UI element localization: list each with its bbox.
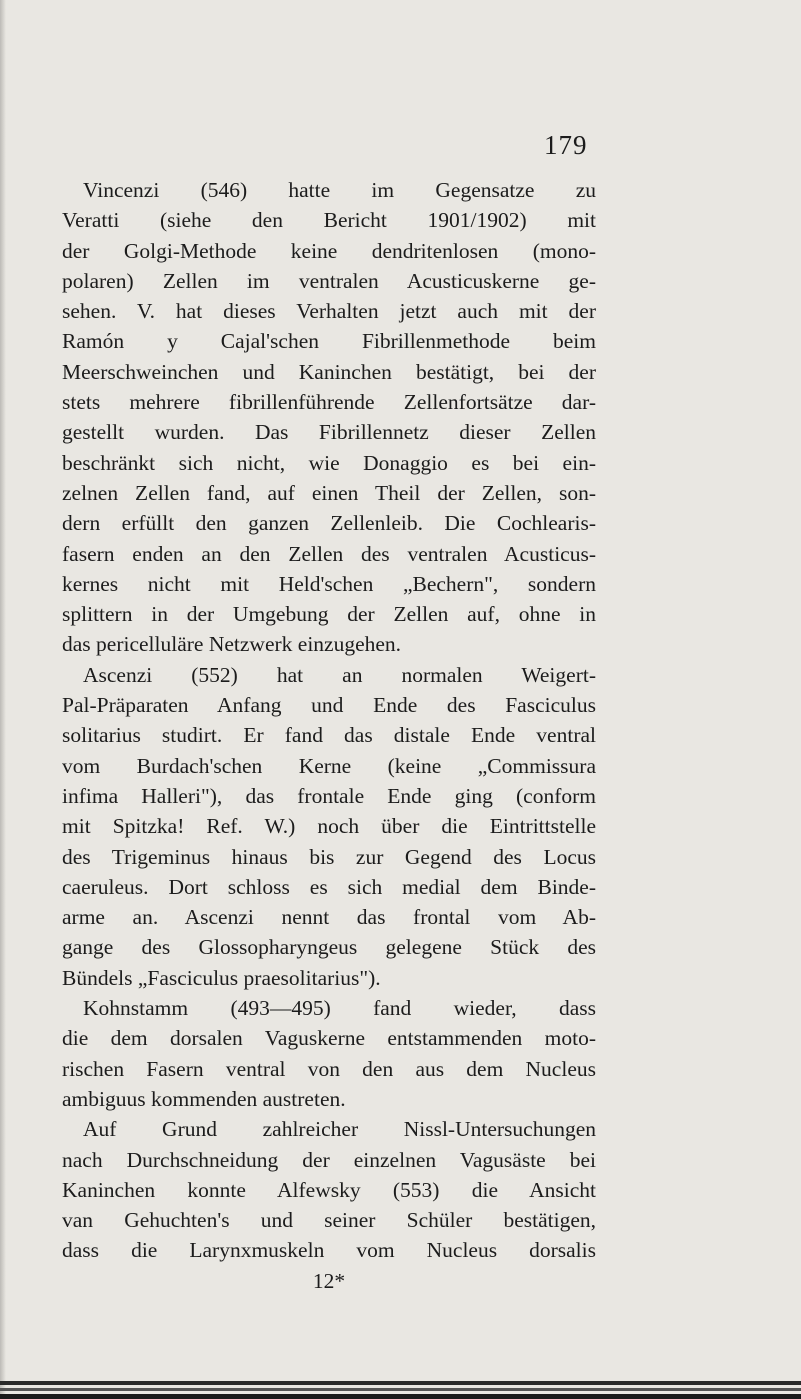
text-line: Ascenzi (552) hat an normalen Weigert- — [83, 662, 596, 687]
page-bottom-edge — [0, 1394, 801, 1399]
text-line: kernes nicht mit Held'schen „Bechern", sondern — [62, 571, 596, 596]
text-line: gange des Glossopharyngeus gelegene Stück des — [62, 935, 596, 960]
page-bottom-edge — [0, 1388, 801, 1391]
page-bottom-edge — [0, 1381, 801, 1385]
text-line: beschränkt sich nicht, wie Donaggio es bei ein- — [62, 450, 596, 475]
text-line: zelnen Zellen fand, auf einen Theil der Zellen, son- — [62, 480, 596, 505]
text-line: Kohnstamm (493—495) fand wieder, dass — [83, 996, 596, 1021]
text-line: infima Halleri"), das frontale Ende ging (conform — [62, 783, 596, 808]
signature-mark: 12* — [312, 1268, 346, 1293]
text-line: solitarius studirt. Er fand das distale Ende ventral — [62, 723, 596, 748]
text-line: mit Spitzka! Ref. W.) noch über die Eintrittstelle — [62, 814, 596, 839]
text-line: Vincenzi (546) hatte im Gegensatze zu — [83, 178, 596, 202]
text-line: splittern in der Umgebung der Zellen auf, ohne in — [62, 602, 596, 627]
text-line: arme an. Ascenzi nennt das frontal vom Ab- — [62, 905, 596, 930]
page-edge-shadow — [0, 0, 6, 1399]
text-line: ambiguus kommenden austreten. — [62, 1086, 346, 1111]
text-line: das pericelluläre Netzwerk einzugehen. — [62, 632, 402, 657]
text-line: rischen Fasern ventral von den aus dem Nucleus — [62, 1056, 596, 1081]
text-line: stets mehrere fibrillenführende Zellenfortsätze dar- — [62, 390, 596, 415]
text-line: vom Burdach'schen Kerne (keine „Commissura — [62, 753, 596, 778]
text-line: dass die Larynxmuskeln vom Nucleus dorsalis — [62, 1238, 596, 1263]
text-line: Meerschweinchen und Kaninchen bestätigt, bei der — [62, 359, 596, 384]
text-line: Pal-Präparaten Anfang und Ende des Fasciculus — [62, 693, 596, 718]
text-line: des Trigeminus hinaus bis zur Gegend des Locus — [62, 844, 596, 869]
body-text — [62, 175, 596, 1296]
text-line: fasern enden an den Zellen des ventralen Acusticus- — [62, 541, 596, 566]
text-line: Kaninchen konnte Alfewsky (553) die Ansicht — [62, 1177, 596, 1202]
text-line: Auf Grund zahlreicher Nissl-Untersuchungen — [83, 1117, 596, 1142]
page-number: 179 — [544, 130, 588, 160]
text-line: der Golgi-Methode keine dendritenlosen (mono- — [62, 238, 596, 263]
text-line: Veratti (siehe den Bericht 1901/1902) mit — [62, 208, 596, 233]
text-line: die dem dorsalen Vaguskerne entstammenden moto- — [62, 1026, 596, 1051]
text-line: Ramón y Cajal'schen Fibrillenmethode beim — [62, 329, 596, 354]
text-line: dern erfüllt den ganzen Zellenleib. Die Cochlearis- — [62, 511, 596, 536]
text-line: polaren) Zellen im ventralen Acusticuskerne ge- — [62, 268, 596, 293]
text-line: van Gehuchten's und seiner Schüler bestätigen, — [62, 1208, 596, 1233]
text-line: gestellt wurden. Das Fibrillennetz dieser Zellen — [62, 420, 596, 445]
text-line: nach Durchschneidung der einzelnen Vagusäste bei — [62, 1147, 596, 1172]
text-line: caeruleus. Dort schloss es sich medial dem Binde- — [62, 874, 596, 899]
text-line: sehen. V. hat dieses Verhalten jetzt auch mit der — [62, 299, 596, 324]
text-line: Bündels „Fasciculus praesolitarius"). — [62, 965, 381, 990]
